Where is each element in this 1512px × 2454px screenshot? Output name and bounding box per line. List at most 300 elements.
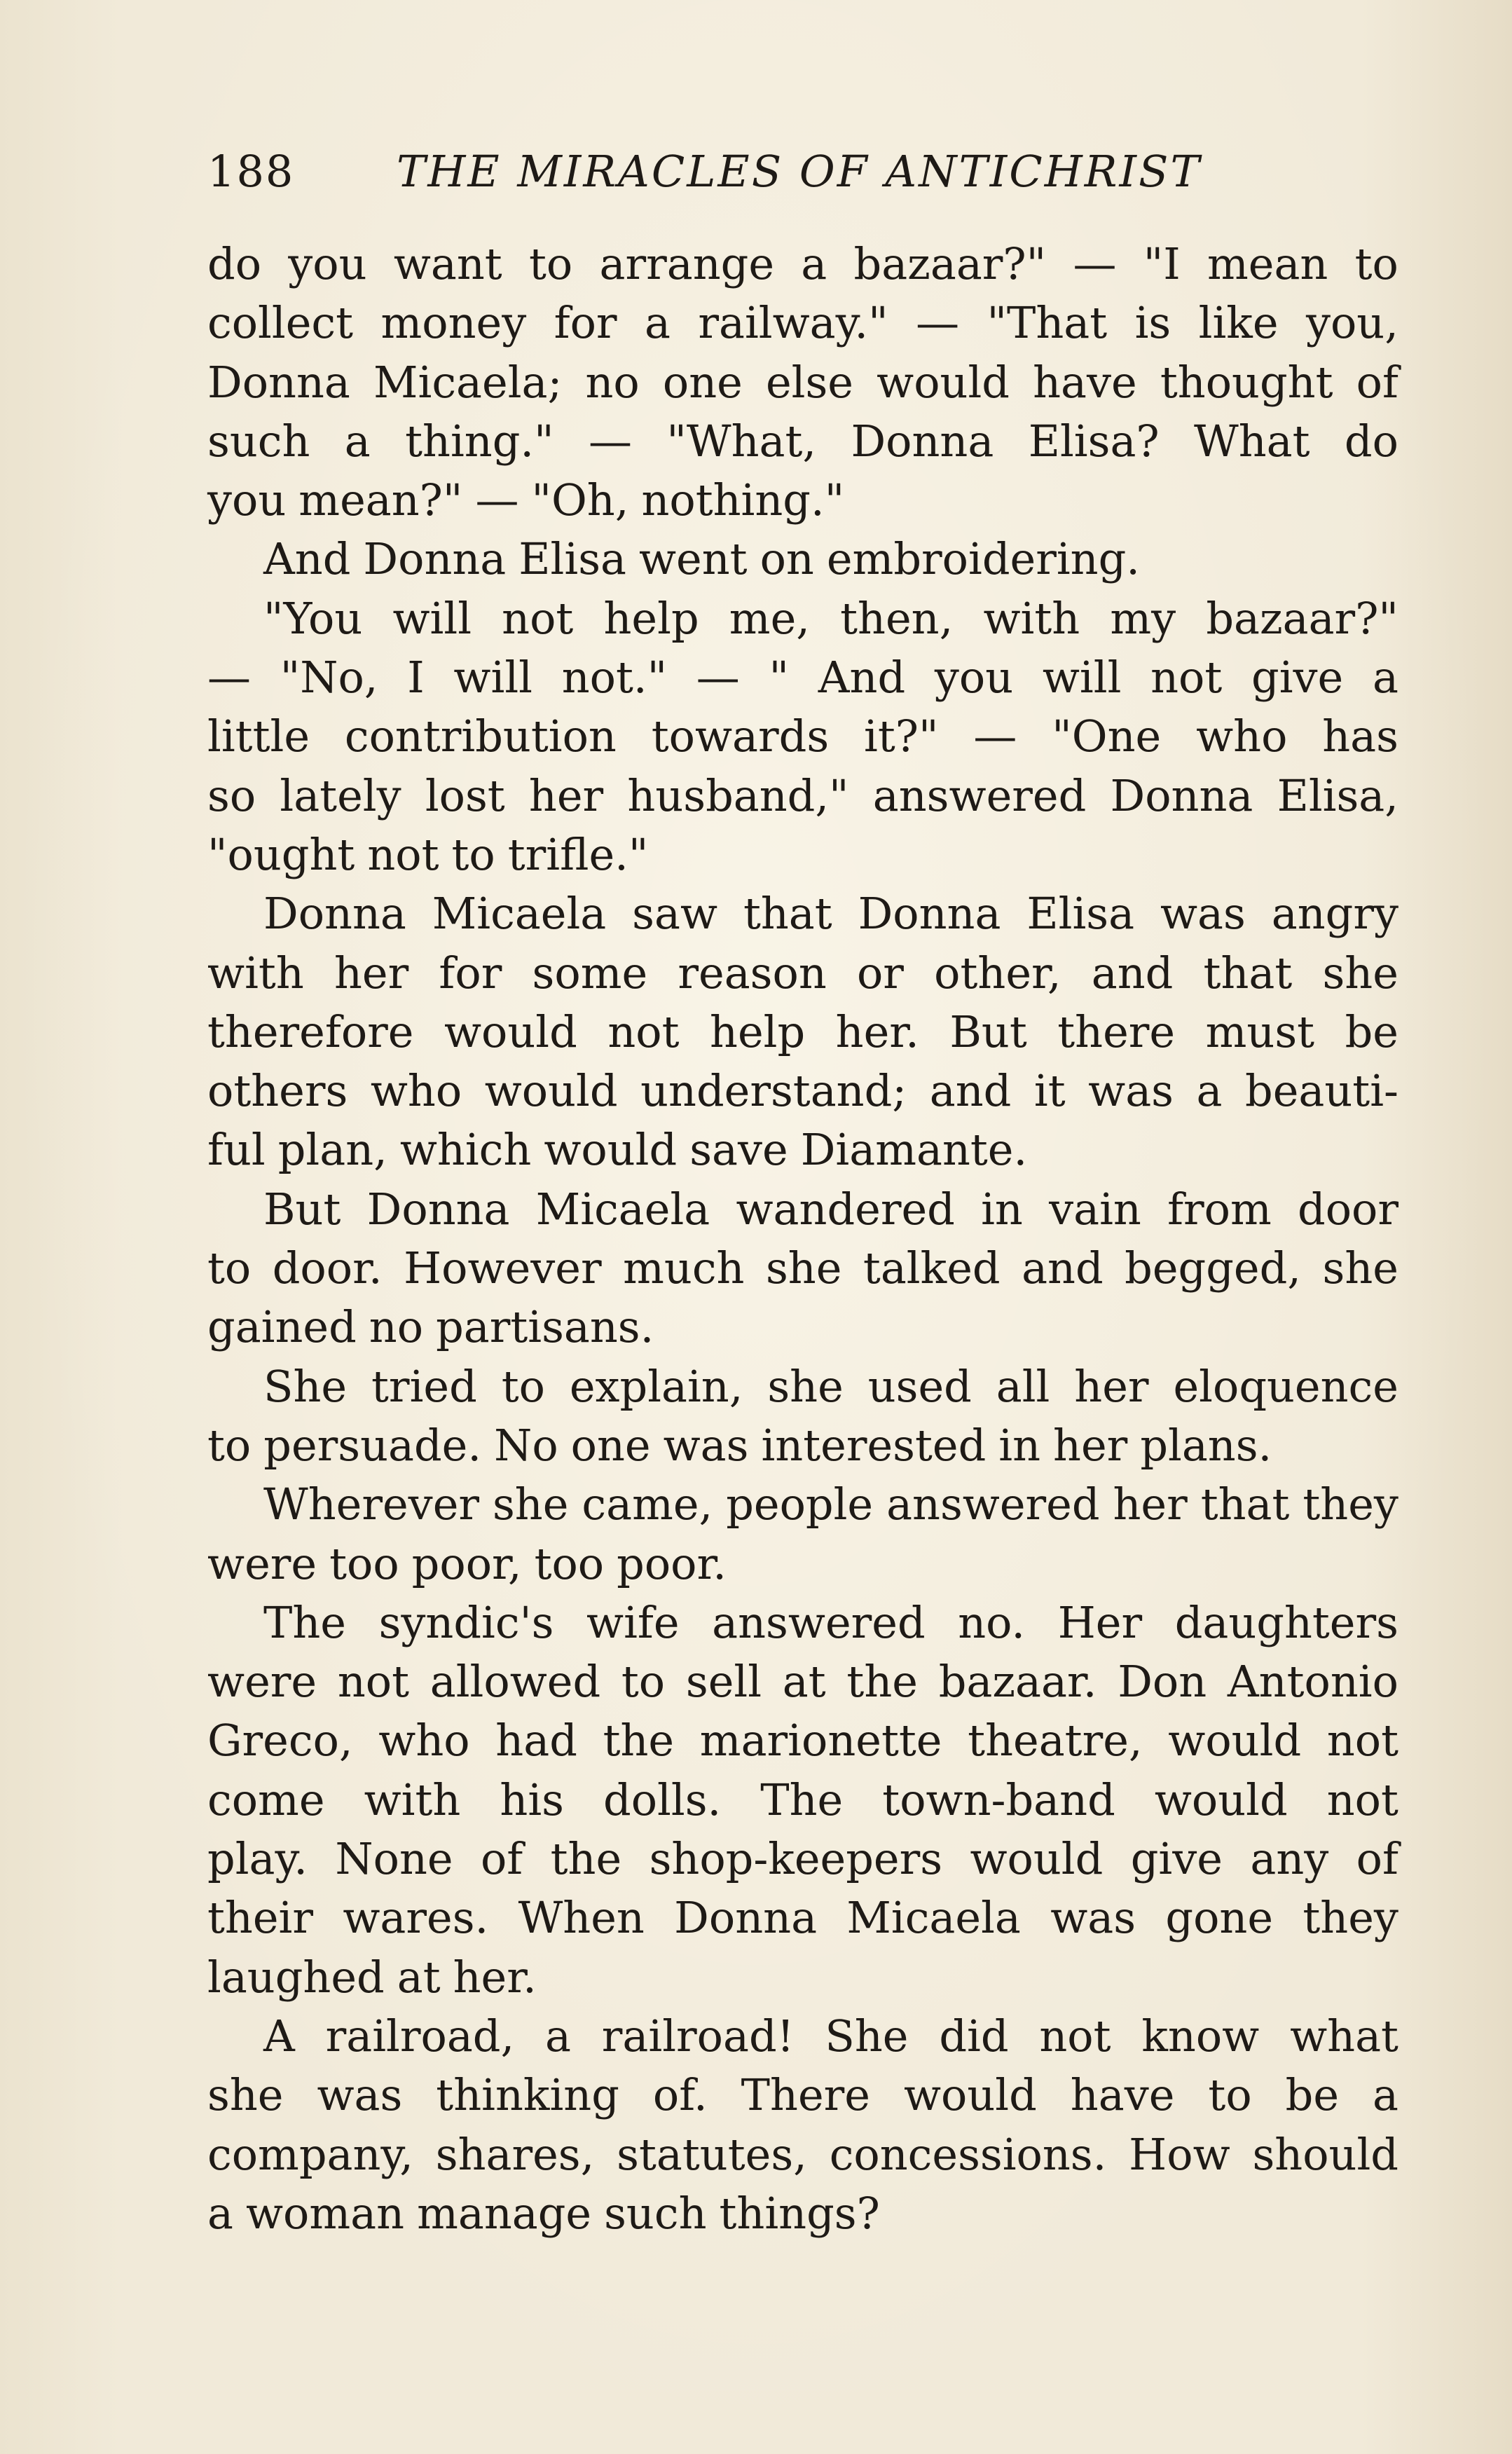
- word: Donna: [263, 888, 406, 940]
- text-line: [207, 944, 1398, 1003]
- word: wares.: [343, 1892, 489, 1944]
- word: towards: [651, 711, 830, 762]
- word: a: [801, 238, 827, 289]
- text-line: [207, 412, 1398, 471]
- word: "No,: [280, 652, 378, 704]
- word: Elisa,: [1277, 769, 1398, 821]
- word: help: [603, 592, 699, 644]
- word: shop-keepers: [649, 1833, 943, 1885]
- word: they: [1303, 1892, 1398, 1944]
- text-line: [207, 2184, 1398, 2243]
- word: would: [970, 1833, 1104, 1885]
- word: therefore: [207, 1006, 414, 1057]
- word: saw: [632, 888, 718, 940]
- word: No: [494, 1419, 558, 1471]
- word: door.: [272, 1242, 383, 1294]
- word: would: [903, 2069, 1037, 2121]
- word: collect: [207, 297, 354, 349]
- word: Her: [1057, 1596, 1143, 1648]
- word: not.": [561, 652, 668, 704]
- text-line: [207, 2066, 1398, 2125]
- word: None: [335, 1833, 453, 1885]
- word: She: [825, 2010, 909, 2062]
- word: you,: [1305, 297, 1398, 349]
- word: Micaela: [432, 888, 607, 940]
- word: some: [532, 947, 648, 999]
- word: begged,: [1125, 1242, 1302, 1294]
- word: not: [1326, 1715, 1398, 1767]
- word: my: [1110, 592, 1176, 644]
- word: have: [1070, 2069, 1175, 2121]
- word: one: [662, 356, 743, 408]
- word: dolls.: [603, 1774, 722, 1825]
- word: partisans.: [436, 1301, 654, 1353]
- word: explain,: [569, 1360, 743, 1412]
- word: Donna: [366, 1183, 510, 1235]
- word: Wherever: [263, 1479, 480, 1530]
- word: thinking: [436, 2069, 619, 2121]
- text-line: [207, 1239, 1398, 1298]
- word: which: [399, 1124, 532, 1176]
- word: her: [528, 769, 604, 821]
- text-line: [207, 1180, 1398, 1239]
- word: a: [644, 297, 671, 349]
- word: arrange: [599, 238, 775, 289]
- word: door: [1298, 1183, 1398, 1235]
- word: too: [329, 1537, 399, 1589]
- text-line: [207, 1298, 1398, 1357]
- word: bazaar?": [853, 238, 1047, 289]
- word: her.: [835, 1006, 919, 1057]
- word: concessions.: [829, 2128, 1107, 2180]
- text-line: [207, 707, 1398, 766]
- word: persuade.: [263, 1419, 482, 1471]
- word: a: [344, 415, 371, 467]
- word: would: [877, 356, 1010, 408]
- word: Donna: [858, 888, 1001, 940]
- word: Diamante.: [800, 1124, 1028, 1176]
- word: little: [207, 711, 310, 762]
- text-line: [207, 1535, 1398, 1593]
- word: poor.: [617, 1537, 727, 1589]
- word: on: [760, 533, 814, 585]
- word: ": [769, 652, 790, 704]
- word: a: [1372, 652, 1398, 704]
- text-line: [207, 1771, 1398, 1830]
- word: —: [1073, 238, 1117, 289]
- word: at: [397, 1951, 441, 2003]
- word: in: [998, 1419, 1041, 1471]
- word: There: [741, 2069, 870, 2121]
- word: will: [392, 592, 472, 644]
- word: statutes,: [617, 2128, 807, 2180]
- word: was: [1160, 888, 1246, 940]
- word: that: [1200, 1479, 1290, 1530]
- word: What: [1194, 415, 1310, 467]
- text-line: [207, 235, 1398, 294]
- word: I: [407, 652, 425, 704]
- word: The: [760, 1774, 844, 1825]
- word: Don: [1118, 1656, 1207, 1708]
- word: had: [495, 1715, 577, 1767]
- word: the: [550, 1833, 622, 1885]
- word: a: [545, 2010, 571, 2062]
- word: be: [1285, 2069, 1340, 2121]
- word: shares,: [435, 2128, 595, 2180]
- word: were: [207, 1537, 317, 1589]
- text-line: [207, 1889, 1398, 1947]
- word: railroad,: [325, 2010, 515, 2062]
- word: from: [1167, 1183, 1272, 1235]
- word: was: [317, 2069, 403, 2121]
- word: people: [726, 1479, 874, 1530]
- word: she: [765, 1242, 842, 1294]
- body-text: [207, 235, 1398, 2243]
- word: plan,: [277, 1124, 387, 1176]
- word: their: [207, 1892, 314, 1944]
- word: a: [1196, 1065, 1223, 1117]
- word: "ought: [207, 828, 355, 880]
- word: Donna: [207, 356, 350, 408]
- word: lately: [280, 769, 401, 821]
- word: would: [444, 1006, 577, 1057]
- word: would: [1168, 1715, 1302, 1767]
- word: Greco,: [207, 1715, 353, 1767]
- word: has: [1322, 711, 1398, 762]
- word: will: [1042, 652, 1122, 704]
- word: of.: [652, 2069, 708, 2121]
- word: much: [623, 1242, 745, 1294]
- word: she: [492, 1479, 569, 1530]
- word: were: [207, 1656, 317, 1708]
- word: for: [439, 947, 502, 999]
- word: in: [981, 1183, 1023, 1235]
- word: syndic's: [378, 1596, 554, 1648]
- word: company,: [207, 2128, 413, 2180]
- word: of: [1356, 1833, 1398, 1885]
- word: her: [1074, 1360, 1149, 1412]
- word: trifle.": [507, 828, 649, 880]
- word: play.: [207, 1833, 308, 1885]
- word: such: [604, 2187, 707, 2239]
- text-line: [207, 2125, 1398, 2184]
- text-line: [207, 1593, 1398, 1652]
- text-line: [207, 884, 1398, 943]
- word: things?: [719, 2187, 880, 2239]
- word: Donna: [851, 415, 994, 467]
- word: went: [638, 533, 748, 585]
- word: wandered: [736, 1183, 955, 1235]
- word: answered: [712, 1596, 926, 1648]
- word: that: [1203, 947, 1293, 999]
- word: you: [934, 652, 1014, 704]
- word: sell: [685, 1656, 762, 1708]
- running-title: THE MIRACLES OF ANTICHRIST: [397, 146, 1202, 197]
- text-line: [207, 1416, 1398, 1475]
- word: would: [544, 1124, 678, 1176]
- word: to: [529, 238, 573, 289]
- word: contribution: [344, 711, 617, 762]
- word: do: [207, 238, 262, 289]
- word: his: [500, 1774, 564, 1825]
- word: eloquence: [1173, 1360, 1398, 1412]
- word: should: [1252, 2128, 1398, 2180]
- word: —: [973, 711, 1017, 762]
- word: vain: [1049, 1183, 1141, 1235]
- word: give: [1130, 1833, 1223, 1885]
- word: you: [207, 474, 287, 526]
- word: laughed: [207, 1951, 385, 2003]
- word: husband,": [627, 769, 849, 821]
- word: know: [1141, 2010, 1260, 2062]
- word: thought: [1160, 356, 1333, 408]
- word: beauti-: [1245, 1065, 1398, 1117]
- word: like: [1198, 297, 1279, 349]
- word: other,: [934, 947, 1061, 999]
- word: to: [207, 1242, 252, 1294]
- word: her: [334, 947, 409, 999]
- word: Elisa?: [1028, 415, 1160, 467]
- word: lost: [425, 769, 505, 821]
- word: with: [364, 1774, 461, 1825]
- word: "Oh,: [531, 474, 629, 526]
- word: talked: [862, 1242, 1001, 1294]
- word: poor,: [411, 1537, 522, 1589]
- word: And: [263, 533, 351, 585]
- word: a: [1373, 2069, 1398, 2121]
- word: of: [480, 1833, 523, 1885]
- text-line: [207, 294, 1398, 352]
- word: else: [765, 356, 853, 408]
- word: so: [207, 769, 256, 821]
- word: is: [1134, 297, 1171, 349]
- word: who: [378, 1715, 470, 1767]
- word: will: [453, 652, 532, 704]
- word: "What,: [666, 415, 817, 467]
- word: Antonio: [1227, 1656, 1398, 1708]
- word: then,: [840, 592, 954, 644]
- word: Micaela: [535, 1183, 710, 1235]
- word: interested: [761, 1419, 987, 1471]
- text-line: [207, 471, 1398, 530]
- word: and: [1022, 1242, 1104, 1294]
- text-line: [207, 589, 1398, 648]
- word: and: [1091, 947, 1174, 999]
- word: reason: [678, 947, 827, 999]
- word: understand;: [640, 1065, 907, 1117]
- word: have: [1033, 356, 1137, 408]
- text-line: [207, 1475, 1398, 1534]
- word: not: [337, 1656, 410, 1708]
- word: When: [518, 1892, 645, 1944]
- word: she: [207, 2069, 284, 2121]
- word: to: [621, 1656, 666, 1708]
- word: not: [1150, 652, 1223, 704]
- word: theatre,: [968, 1715, 1143, 1767]
- page-number: 188: [207, 146, 295, 197]
- word: what: [1290, 2010, 1398, 2062]
- word: But: [949, 1006, 1027, 1057]
- word: gone: [1165, 1892, 1274, 1944]
- word: no: [585, 356, 640, 408]
- word: would: [1154, 1774, 1288, 1825]
- word: come: [207, 1774, 325, 1825]
- word: her: [1113, 1479, 1188, 1530]
- word: not: [1039, 2010, 1111, 2062]
- word: did: [939, 2010, 1009, 2062]
- word: or: [856, 947, 904, 999]
- word: not: [502, 592, 574, 644]
- word: do: [1344, 415, 1398, 467]
- running-head: [207, 137, 1398, 207]
- word: wife: [586, 1596, 680, 1648]
- word: she: [767, 1360, 844, 1412]
- word: She: [263, 1360, 348, 1412]
- word: not: [367, 828, 439, 880]
- word: answered: [872, 769, 1087, 821]
- word: give: [1251, 652, 1344, 704]
- word: came,: [582, 1479, 713, 1530]
- text-line: [207, 1357, 1398, 1416]
- word: town-band: [882, 1774, 1115, 1825]
- word: others: [207, 1065, 348, 1117]
- word: railroad!: [601, 2010, 795, 2062]
- word: embroidering.: [826, 533, 1140, 585]
- word: marionette: [699, 1715, 942, 1767]
- word: A: [263, 2010, 295, 2062]
- word: Donna: [363, 533, 507, 585]
- word: she: [1322, 1242, 1398, 1294]
- word: you: [288, 238, 367, 289]
- text-line: [207, 1062, 1398, 1120]
- word: nothing.": [641, 474, 845, 526]
- word: the: [846, 1656, 918, 1708]
- word: —: [916, 297, 960, 349]
- word: save: [689, 1124, 788, 1176]
- word: "I: [1143, 238, 1181, 289]
- word: would: [484, 1065, 618, 1117]
- word: was: [1088, 1065, 1174, 1117]
- word: Elisa: [1026, 888, 1135, 940]
- text-line: [207, 767, 1398, 825]
- word: who: [370, 1065, 462, 1117]
- word: her: [1053, 1419, 1128, 1471]
- word: her.: [453, 1951, 537, 2003]
- word: "One: [1052, 711, 1162, 762]
- word: with: [983, 592, 1080, 644]
- word: to: [1354, 238, 1398, 289]
- word: plans.: [1140, 1419, 1272, 1471]
- text-line: [207, 1652, 1398, 1711]
- word: How: [1129, 2128, 1230, 2180]
- word: But: [263, 1183, 341, 1235]
- word: and: [929, 1065, 1012, 1117]
- word: she: [1322, 947, 1398, 999]
- text-line: [207, 1120, 1398, 1179]
- word: mean?": [298, 474, 463, 526]
- word: gained: [207, 1301, 357, 1353]
- word: me,: [729, 592, 810, 644]
- word: the: [603, 1715, 675, 1767]
- word: all: [996, 1360, 1050, 1412]
- word: answered: [886, 1479, 1100, 1530]
- word: not: [607, 1006, 680, 1057]
- word: there: [1057, 1006, 1176, 1057]
- word: for: [554, 297, 617, 349]
- word: that: [743, 888, 832, 940]
- text-line: [207, 353, 1398, 412]
- word: want: [393, 238, 502, 289]
- word: angry: [1271, 888, 1398, 940]
- word: manage: [417, 2187, 592, 2239]
- word: it: [1033, 1065, 1066, 1117]
- text-line: [207, 1948, 1398, 2007]
- word: no.: [958, 1596, 1026, 1648]
- word: thing.": [405, 415, 554, 467]
- word: Donna: [674, 1892, 818, 1944]
- word: —: [588, 415, 632, 467]
- word: —: [696, 652, 740, 704]
- word: it?": [864, 711, 939, 762]
- text-line: [207, 1830, 1398, 1889]
- word: railway.": [698, 297, 888, 349]
- word: Donna: [1110, 769, 1253, 821]
- word: allowed: [429, 1656, 601, 1708]
- text-line: [207, 1003, 1398, 1062]
- word: who: [1196, 711, 1288, 762]
- word: of: [1356, 356, 1398, 408]
- word: a: [207, 2187, 233, 2239]
- text-line: [207, 825, 1398, 884]
- word: woman: [245, 2187, 405, 2239]
- word: with: [207, 947, 304, 999]
- word: to: [207, 1419, 252, 1471]
- word: However: [404, 1242, 602, 1294]
- word: help: [710, 1006, 806, 1057]
- word: no: [369, 1301, 424, 1353]
- word: was: [1050, 1892, 1136, 1944]
- word: such: [207, 415, 310, 467]
- word: —: [475, 474, 519, 526]
- word: at: [782, 1656, 826, 1708]
- word: Micaela;: [373, 356, 563, 408]
- word: too: [534, 1537, 605, 1589]
- word: "You: [263, 592, 363, 644]
- word: any: [1250, 1833, 1329, 1885]
- word: used: [867, 1360, 972, 1412]
- word: mean: [1207, 238, 1328, 289]
- word: to: [1208, 2069, 1252, 2121]
- text-line: [207, 2007, 1398, 2066]
- word: And: [818, 652, 906, 704]
- word: Elisa: [518, 533, 626, 585]
- word: —: [207, 652, 251, 704]
- text-line: [207, 648, 1398, 707]
- word: to: [501, 1360, 545, 1412]
- word: must: [1205, 1006, 1315, 1057]
- word: daughters: [1174, 1596, 1398, 1648]
- word: The: [263, 1596, 346, 1648]
- word: to: [451, 828, 495, 880]
- word: ful: [207, 1124, 266, 1176]
- word: money: [380, 297, 527, 349]
- word: be: [1345, 1006, 1398, 1057]
- word: bazaar.: [938, 1656, 1097, 1708]
- word: was: [663, 1419, 749, 1471]
- word: bazaar?": [1206, 592, 1398, 644]
- word: tried: [371, 1360, 477, 1412]
- word: Micaela: [846, 1892, 1021, 1944]
